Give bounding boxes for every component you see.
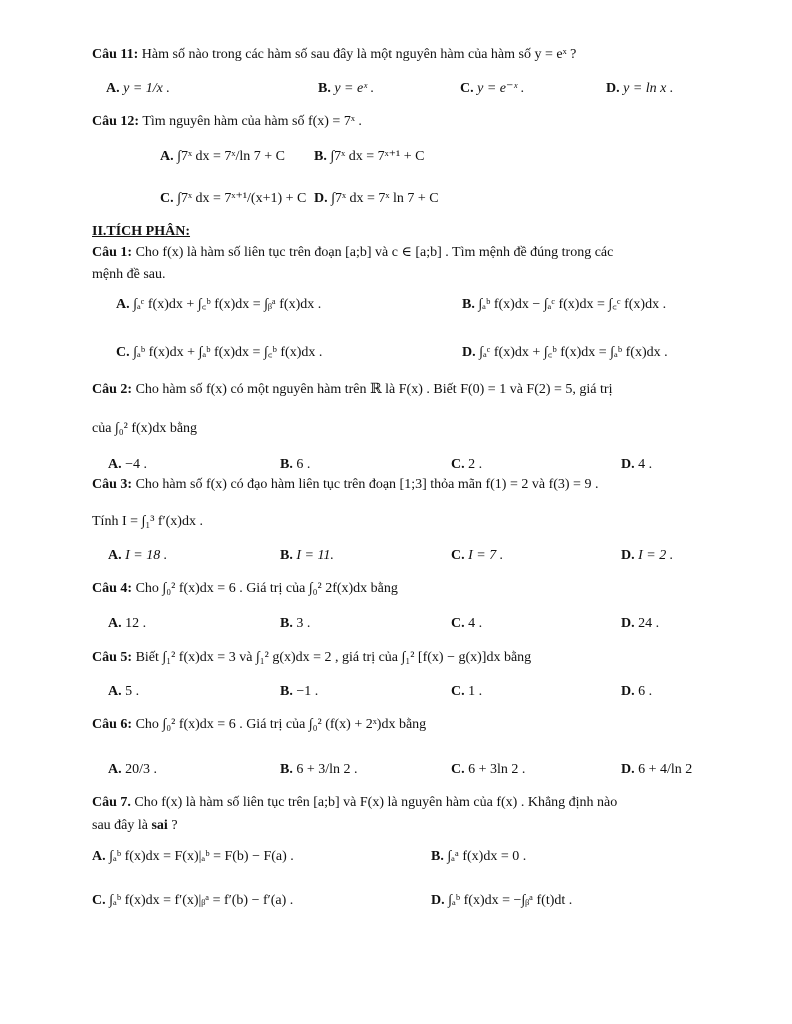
option-c (451, 615, 482, 633)
option-text: ∫7ˣ dx = 7ˣ/ln 7 + C (177, 149, 285, 164)
option-c (92, 892, 293, 910)
option-text: 2 . (468, 457, 483, 472)
option-text: ∫7ˣ dx = 7ˣ⁺¹/(x+1) + C (177, 191, 307, 206)
option-b (431, 848, 526, 866)
option-label: B. (314, 149, 327, 164)
question-label: Câu 5: (92, 650, 133, 665)
option-label: C. (116, 345, 130, 360)
option-label: C. (451, 684, 465, 699)
option-label: A. (108, 457, 122, 472)
option-b (280, 761, 358, 779)
option-text: 6 + 4/ln 2 (638, 762, 693, 777)
question-5 (92, 649, 531, 667)
option-label: D. (314, 191, 328, 206)
option-label: C. (451, 457, 465, 472)
option-text: ∫ₐᵇ f(x)dx = f′(x)|ᵦᵃ = f′(b) − f′(a) . (109, 893, 294, 908)
question-4 (92, 580, 398, 598)
question-12 (92, 113, 362, 131)
question-text: Cho f(x) là hàm số liên tục trên [a;b] và F(x) là nguyên hàm của f(x) . Khẳng định nào (134, 795, 618, 810)
question-text: Cho hàm số f(x) có một nguyên hàm trên ℝ là F(x) . Biết F(0) = 1 và F(2) = 5, giá trị (135, 382, 613, 397)
question-text-cont: của ∫₀² f(x)dx bằng (92, 421, 198, 436)
question-2 (92, 381, 612, 399)
option-label: A. (92, 849, 106, 864)
option-a (160, 148, 285, 166)
question-text: Tìm nguyên hàm của hàm số f(x) = 7ˣ . (142, 114, 362, 129)
question-11 (92, 46, 576, 64)
option-c (116, 344, 322, 362)
question-text: Hàm số nào trong các hàm số sau đây là một nguyên hàm của hàm số y = eˣ ? (141, 47, 577, 62)
option-c (160, 190, 306, 208)
option-d (606, 80, 673, 98)
option-text: 3 . (296, 616, 311, 631)
option-label: B. (280, 616, 293, 631)
option-text: 5 . (125, 684, 140, 699)
question-text: Cho hàm số f(x) có đạo hàm liên tục trên đoạn [1;3] thỏa mãn f(1) = 2 và f(3) = 9 . (135, 477, 599, 492)
option-text: 4 . (468, 616, 483, 631)
option-b (318, 80, 374, 98)
option-label: D. (621, 616, 635, 631)
option-c (451, 761, 525, 779)
option-label: C. (451, 548, 465, 563)
question-7 (92, 794, 617, 812)
option-a (106, 80, 170, 98)
question-6 (92, 716, 426, 734)
question-text-cont (92, 817, 178, 835)
option-text: 6 . (296, 457, 311, 472)
option-label: A. (108, 548, 122, 563)
option-text: 24 . (638, 616, 660, 631)
option-label: A. (108, 616, 122, 631)
option-text: y = 1/x . (123, 81, 170, 96)
question-label: Câu 6: (92, 717, 133, 732)
question-text-cont: mệnh đề sau. (92, 267, 166, 282)
option-text: 20/3 . (125, 762, 158, 777)
text-part: ? (167, 818, 178, 833)
option-d (431, 892, 572, 910)
option-label: A. (116, 297, 130, 312)
option-label: C. (460, 81, 474, 96)
option-text: −4 . (125, 457, 148, 472)
option-c (460, 80, 524, 98)
option-text: 12 . (125, 616, 147, 631)
option-b (314, 148, 425, 166)
option-label: D. (431, 893, 445, 908)
option-label: C. (92, 893, 106, 908)
question-label: Câu 11: (92, 47, 139, 62)
option-text: −1 . (296, 684, 319, 699)
option-b (280, 547, 334, 565)
option-label: B. (280, 548, 293, 563)
option-c (451, 547, 503, 565)
question-3 (92, 476, 598, 494)
option-text: ∫ₐᵇ f(x)dx + ∫ₐᵇ f(x)dx = ∫꜀ᵇ f(x)dx . (133, 345, 323, 360)
option-b (280, 683, 318, 701)
option-text: ∫ₐᵇ f(x)dx = −∫ᵦᵃ f(t)dt . (448, 893, 573, 908)
option-text: 4 . (638, 457, 653, 472)
option-text: y = ln x . (623, 81, 674, 96)
option-text: ∫ₐᶜ f(x)dx + ∫꜀ᵇ f(x)dx = ∫ₐᵇ f(x)dx . (479, 345, 668, 360)
question-text: Cho ∫₀² f(x)dx = 6 . Giá trị của ∫₀² 2f(x)dx bằng (135, 581, 398, 596)
option-label: D. (621, 684, 635, 699)
option-a (108, 615, 146, 633)
text-part: sau đây là (92, 818, 152, 833)
option-label: C. (451, 616, 465, 631)
option-a (116, 296, 321, 314)
question-label: Câu 4: (92, 581, 133, 596)
option-label: B. (280, 684, 293, 699)
option-label: B. (462, 297, 475, 312)
section-heading: II.TÍCH PHÂN: (92, 224, 191, 239)
option-b (280, 456, 310, 474)
option-label: A. (160, 149, 174, 164)
option-label: D. (462, 345, 476, 360)
option-text: 6 . (638, 684, 653, 699)
option-d (314, 190, 439, 208)
question-text-cont: Tính I = ∫₁³ f′(x)dx . (92, 514, 203, 529)
option-d (621, 683, 652, 701)
option-label: D. (606, 81, 620, 96)
option-label: B. (431, 849, 444, 864)
option-text: I = 2 . (638, 548, 674, 563)
option-label: A. (108, 684, 122, 699)
option-text: I = 18 . (125, 548, 168, 563)
option-text: y = e⁻ˣ . (477, 81, 525, 96)
question-text: Cho f(x) là hàm số liên tục trên đoạn [a;b] và c ∈ [a;b] . Tìm mệnh đề đúng trong các (135, 245, 614, 260)
option-d (621, 761, 692, 779)
option-label: D. (621, 457, 635, 472)
option-label: B. (318, 81, 331, 96)
option-label: B. (280, 457, 293, 472)
option-b (280, 615, 310, 633)
option-c (451, 683, 482, 701)
question-text: Cho ∫₀² f(x)dx = 6 . Giá trị của ∫₀² (f(x) + 2ˣ)dx bằng (135, 717, 427, 732)
option-text: ∫ₐᶜ f(x)dx + ∫꜀ᵇ f(x)dx = ∫ᵦᵃ f(x)dx . (133, 297, 322, 312)
question-label: Câu 1: (92, 245, 133, 260)
option-a (92, 848, 294, 866)
question-label: Câu 2: (92, 382, 133, 397)
option-label: D. (621, 762, 635, 777)
question-label: Câu 3: (92, 477, 133, 492)
option-text: 1 . (468, 684, 483, 699)
option-label: A. (108, 762, 122, 777)
option-a (108, 761, 157, 779)
question-text: Biết ∫₁² f(x)dx = 3 và ∫₁² g(x)dx = 2 , giá trị của ∫₁² [f(x) − g(x)]dx bằng (135, 650, 532, 665)
option-label: A. (106, 81, 120, 96)
option-a (108, 456, 147, 474)
option-text: ∫7ˣ dx = 7ˣ ln 7 + C (331, 191, 439, 206)
option-d (621, 547, 673, 565)
option-text: 6 + 3ln 2 . (468, 762, 526, 777)
emphasis-word: sai (151, 818, 168, 833)
option-d (621, 456, 652, 474)
option-text: ∫7ˣ dx = 7ˣ⁺¹ + C (330, 149, 425, 164)
option-text: I = 7 . (468, 548, 504, 563)
question-label: Câu 12: (92, 114, 140, 129)
option-a (108, 547, 167, 565)
option-text: ∫ₐᵇ f(x)dx − ∫ₐᶜ f(x)dx = ∫꜀ᶜ f(x)dx . (478, 297, 667, 312)
option-label: C. (160, 191, 174, 206)
option-d (621, 615, 659, 633)
option-c (451, 456, 482, 474)
option-text: ∫ₐᵃ f(x)dx = 0 . (447, 849, 527, 864)
option-a (108, 683, 139, 701)
option-b (462, 296, 666, 314)
option-text: I = 11. (296, 548, 334, 563)
option-d (462, 344, 668, 362)
question-1 (92, 244, 613, 262)
option-text: 6 + 3/ln 2 . (296, 762, 358, 777)
question-label: Câu 7. (92, 795, 131, 810)
option-text: ∫ₐᵇ f(x)dx = F(x)|ₐᵇ = F(b) − F(a) . (109, 849, 294, 864)
option-text: y = eˣ . (334, 81, 375, 96)
option-label: B. (280, 762, 293, 777)
option-label: C. (451, 762, 465, 777)
option-label: D. (621, 548, 635, 563)
